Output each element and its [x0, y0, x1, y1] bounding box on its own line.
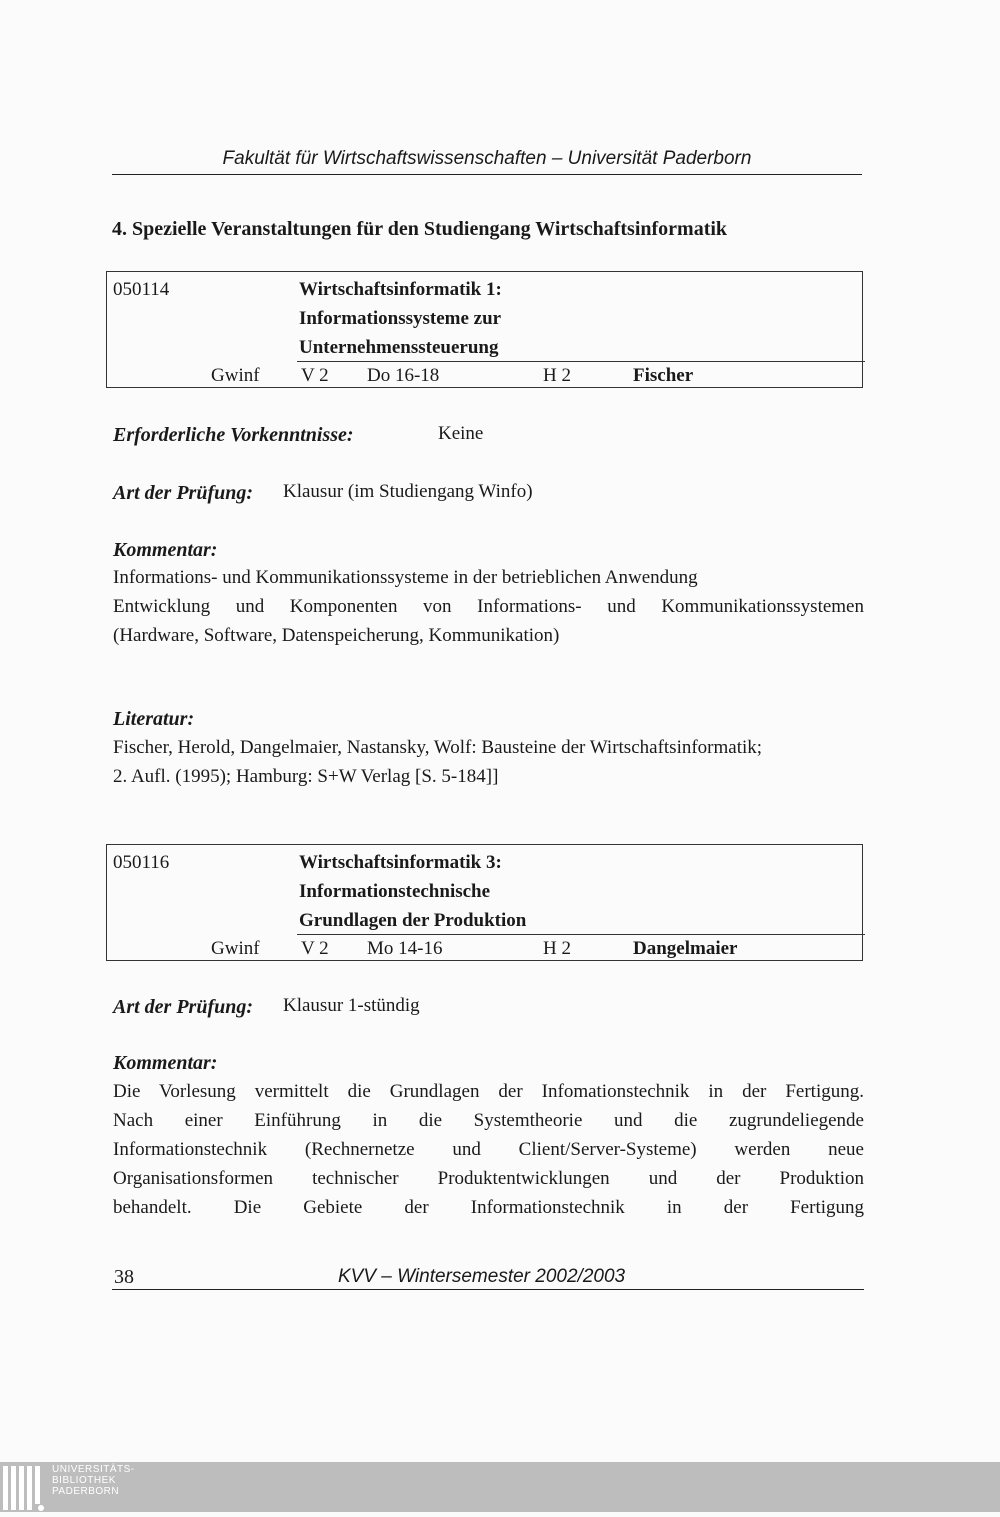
course-room: H 2 — [543, 938, 571, 959]
comment-2-line-5: behandelt. Die Gebiete der Informationstechnik in der Fertigung — [113, 1197, 864, 1218]
footer-rule — [112, 1289, 864, 1290]
page-header-title: Fakultät für Wirtschaftswissenschaften – Universität Paderborn — [222, 148, 752, 169]
course-time: Do 16-18 — [367, 365, 440, 386]
course-title-line-3: Grundlagen der Produktion — [299, 910, 527, 931]
comment-label-1: Kommentar: — [113, 539, 218, 561]
course-time: Mo 14-16 — [367, 938, 443, 959]
course-title-line-3: Unternehmenssteuerung — [299, 337, 499, 358]
course-lecturer: Dangelmaier — [633, 938, 738, 959]
course-info-rule — [297, 361, 865, 362]
comment-2-line-1: Die Vorlesung vermittelt die Grundlagen der Infomationstechnik in der Fertigung. — [113, 1081, 864, 1102]
course-lecturer: Fischer — [633, 365, 694, 386]
course-title-line-2: Informationstechnische — [299, 881, 491, 902]
page-number: 38 — [114, 1266, 134, 1288]
comment-2-line-2: Nach einer Einführung in die Systemtheorie und die zugrundeliegende — [113, 1110, 864, 1131]
course-title-line-1: Wirtschaftsinformatik 3: — [299, 852, 502, 873]
course-number: 050116 — [113, 852, 170, 873]
comment-text-2 — [113, 1077, 864, 1227]
course-number: 050114 — [113, 279, 170, 300]
literature-line-2: 2. Aufl. (1995); Hamburg: S+W Verlag [S. 5-184]] — [113, 766, 499, 787]
literature-line-1: Fischer, Herold, Dangelmaier, Nastansky, Wolf: Bausteine der Wirtschaftsinformatik; — [113, 737, 763, 758]
course-group: Gwinf — [211, 365, 260, 386]
course-box-050116 — [106, 844, 863, 961]
library-line-2: BIBLIOTHEK — [52, 1475, 116, 1486]
course-box-050114 — [106, 271, 863, 388]
section-heading: 4. Spezielle Veranstaltungen für den Studiengang Wirtschaftsinformatik — [112, 218, 728, 240]
library-logo-icon — [0, 1462, 60, 1512]
comment-1-line-2: Entwicklung und Komponenten von Informations- und Kommunikationssystemen — [113, 596, 864, 617]
exam-label-2: Art der Prüfung: — [113, 996, 254, 1018]
library-banner — [0, 1462, 1000, 1512]
comment-2-line-3: Informationstechnik (Rechnernetze und Client/Server-Systeme) werden neue — [113, 1139, 864, 1160]
exam-value-1: Klausur (im Studiengang Winfo) — [283, 481, 533, 502]
course-group: Gwinf — [211, 938, 260, 959]
comment-2-line-4: Organisationsformen technischer Produktentwicklungen und der Produktion — [113, 1168, 864, 1189]
library-name — [52, 1464, 135, 1497]
header-rule — [112, 174, 862, 175]
prereq-value: Keine — [438, 423, 484, 444]
course-type: V 2 — [301, 938, 329, 959]
exam-label-1: Art der Prüfung: — [113, 482, 254, 504]
footer-title: KVV – Wintersemester 2002/2003 — [338, 1266, 626, 1287]
comment-label-2: Kommentar: — [113, 1052, 218, 1074]
library-line-3: PADERBORN — [52, 1486, 120, 1497]
library-line-1: UNIVERSITÄTS- — [52, 1464, 135, 1475]
prereq-label: Erforderliche Vorkenntnisse: — [113, 424, 354, 446]
comment-1-line-1: Informations- und Kommunikationssysteme in der betrieblichen Anwendung — [113, 567, 698, 588]
course-title-line-2: Informationssysteme zur — [299, 308, 502, 329]
literature-text — [113, 733, 864, 793]
comment-1-line-3: (Hardware, Software, Datenspeicherung, Kommunikation) — [113, 625, 560, 646]
course-room: H 2 — [543, 365, 571, 386]
course-info-rule — [297, 934, 865, 935]
exam-value-2: Klausur 1-stündig — [283, 995, 420, 1016]
comment-text-1 — [113, 563, 864, 653]
literature-label: Literatur: — [113, 708, 195, 730]
course-type: V 2 — [301, 365, 329, 386]
course-title-line-1: Wirtschaftsinformatik 1: — [299, 279, 502, 300]
